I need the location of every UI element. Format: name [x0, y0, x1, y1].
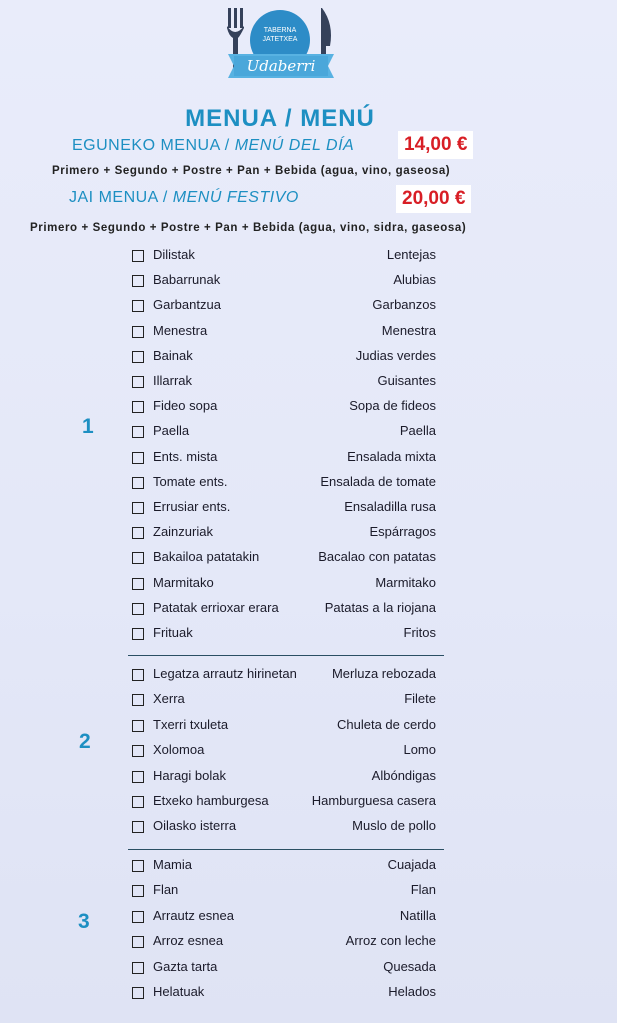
- checkbox[interactable]: [132, 771, 144, 783]
- festive-menu-label: [69, 189, 299, 207]
- menu-title: MENUA / MENÚ: [185, 105, 375, 132]
- menu-item-row: [132, 793, 436, 815]
- menu-item-row: [132, 691, 436, 713]
- festive-menu-label-eu: JAI MENUA /: [69, 189, 173, 206]
- item-name-basque: Fideo sopa: [153, 398, 218, 414]
- item-name-spanish: Lentejas: [386, 247, 436, 262]
- item-name-basque: Errusiar ents.: [153, 499, 231, 514]
- item-name-spanish: Garbanzos: [372, 297, 436, 313]
- item-name-basque: Helatuak: [153, 984, 205, 999]
- checkbox[interactable]: [132, 720, 144, 732]
- item-name-basque: Frituak: [153, 625, 193, 640]
- menu-item-row: [132, 857, 436, 879]
- menu-item-row: [132, 600, 436, 622]
- item-name-spanish: Paella: [399, 423, 436, 439]
- checkbox[interactable]: [132, 502, 144, 514]
- item-name-spanish: Espárragos: [369, 524, 436, 540]
- menu-item-row: [132, 717, 436, 739]
- item-name-spanish: Patatas a la riojana: [324, 599, 436, 615]
- divider-1: [128, 655, 444, 656]
- checkbox[interactable]: [132, 603, 144, 615]
- item-name-spanish: Alubias: [393, 272, 436, 288]
- item-name-basque: Legatza arrautz hirinetan: [153, 666, 297, 681]
- item-name-spanish: Ensalada mixta: [347, 448, 436, 464]
- daily-menu-label-es: MENÚ DEL DÍA: [234, 137, 355, 154]
- item-name-basque: Dilistak: [153, 247, 195, 262]
- menu-item-row: [132, 959, 436, 981]
- item-name-spanish: Guisantes: [377, 373, 436, 388]
- item-name-basque: Gazta tarta: [153, 958, 218, 974]
- menu-item-row: [132, 449, 436, 471]
- item-name-basque: Patatak errioxar erara: [153, 599, 279, 615]
- checkbox[interactable]: [132, 326, 144, 338]
- item-name-basque: Paella: [153, 423, 190, 439]
- menu-item-row: [132, 666, 436, 688]
- menu-item-row: [132, 499, 436, 521]
- item-name-basque: Arrautz esnea: [153, 907, 234, 923]
- item-name-basque: Garbantzua: [153, 297, 221, 313]
- item-name-basque: Arroz esnea: [153, 933, 224, 949]
- item-name-spanish: Ensaladilla rusa: [344, 499, 436, 514]
- checkbox[interactable]: [132, 796, 144, 808]
- checkbox[interactable]: [132, 452, 144, 464]
- menu-item-row: [132, 297, 436, 319]
- daily-menu-includes: Primero + Segundo + Postre + Pan + Bebida (agua, vino, gaseosa): [52, 165, 451, 177]
- item-name-spanish: Arroz con leche: [345, 933, 436, 949]
- checkbox[interactable]: [132, 401, 144, 413]
- item-name-spanish: Sopa de fideos: [349, 398, 436, 414]
- item-name-basque: Marmitako: [153, 574, 214, 590]
- daily-menu-label-eu: EGUNEKO MENUA /: [72, 137, 235, 154]
- group-number-1: 1: [82, 415, 94, 438]
- logo-top-line2: JATETXEA: [262, 36, 298, 43]
- checkbox[interactable]: [132, 745, 144, 757]
- checkbox[interactable]: [132, 669, 144, 681]
- checkbox[interactable]: [132, 300, 144, 312]
- menu-item-row: [132, 398, 436, 420]
- item-name-spanish: Fritos: [403, 625, 436, 640]
- menu-item-row: [132, 818, 436, 840]
- checkbox[interactable]: [132, 987, 144, 999]
- checkbox[interactable]: [132, 527, 144, 539]
- checkbox[interactable]: [132, 578, 144, 590]
- checkbox[interactable]: [132, 250, 144, 262]
- checkbox[interactable]: [132, 477, 144, 489]
- item-name-spanish: Bacalao con patatas: [318, 549, 436, 565]
- logo-top-line1: TABERNA: [263, 27, 297, 34]
- item-name-basque: Oilasko isterra: [153, 818, 237, 834]
- item-name-basque: Tomate ents.: [153, 473, 228, 489]
- group-number-3: 3: [78, 910, 90, 933]
- festive-menu-label-es: MENÚ FESTIVO: [172, 189, 299, 206]
- item-name-basque: Menestra: [153, 322, 208, 338]
- menu-item-row: [132, 984, 436, 1006]
- menu-item-row: [132, 247, 436, 269]
- item-name-spanish: Ensalada de tomate: [320, 473, 436, 489]
- item-name-basque: Bakailoa patatakin: [153, 549, 260, 565]
- menu-item-row: [132, 474, 436, 496]
- checkbox[interactable]: [132, 885, 144, 897]
- menu-item-row: [132, 575, 436, 597]
- menu-item-row: [132, 423, 436, 445]
- checkbox[interactable]: [132, 962, 144, 974]
- menu-item-row: [132, 373, 436, 395]
- item-name-basque: Mamia: [153, 857, 193, 872]
- item-name-basque: Flan: [153, 882, 179, 898]
- item-name-spanish: Muslo de pollo: [352, 818, 436, 834]
- checkbox[interactable]: [132, 351, 144, 363]
- menu-item-row: [132, 742, 436, 764]
- checkbox[interactable]: [132, 860, 144, 872]
- festive-menu-includes: Primero + Segundo + Postre + Pan + Bebida (agua, vino, sidra, gaseosa): [30, 222, 467, 234]
- item-name-basque: Babarrunak: [153, 272, 221, 288]
- item-name-basque: Etxeko hamburgesa: [153, 793, 269, 808]
- checkbox[interactable]: [132, 426, 144, 438]
- item-name-basque: Xolomoa: [153, 742, 205, 758]
- menu-item-row: [132, 882, 436, 904]
- menu-item-row: [132, 549, 436, 571]
- item-name-spanish: Judias verdes: [355, 347, 436, 363]
- item-name-basque: Zainzuriak: [153, 524, 213, 540]
- item-name-spanish: Chuleta de cerdo: [336, 716, 436, 732]
- item-name-spanish: Filete: [404, 691, 436, 707]
- item-name-basque: Haragi bolak: [153, 767, 226, 783]
- item-name-basque: Illarrak: [153, 373, 193, 388]
- menu-item-row: [132, 323, 436, 345]
- menu-item-row: [132, 625, 436, 647]
- menu-item-row: [132, 348, 436, 370]
- logo-name: Udaberri: [246, 57, 316, 75]
- item-name-spanish: Hamburguesa casera: [311, 793, 436, 808]
- item-name-basque: Bainak: [153, 347, 193, 363]
- item-name-spanish: Cuajada: [387, 857, 436, 872]
- daily-menu-price: 14,00 €: [398, 131, 473, 159]
- checkbox[interactable]: [132, 275, 144, 287]
- checkbox[interactable]: [132, 376, 144, 388]
- checkbox[interactable]: [132, 936, 144, 948]
- item-name-basque: Xerra: [153, 691, 185, 707]
- festive-menu-price: 20,00 €: [396, 185, 471, 213]
- menu-item-row: [132, 768, 436, 790]
- menu-item-row: [132, 272, 436, 294]
- item-name-basque: Ents. mista: [153, 448, 218, 464]
- item-name-spanish: Menestra: [381, 322, 436, 338]
- menu-item-row: [132, 933, 436, 955]
- daily-menu-label: [72, 137, 354, 155]
- item-name-spanish: Natilla: [399, 907, 436, 923]
- divider-2: [128, 849, 444, 850]
- item-name-spanish: Lomo: [403, 742, 436, 758]
- item-name-spanish: Flan: [410, 882, 436, 898]
- menu-item-row: [132, 524, 436, 546]
- checkbox[interactable]: [132, 821, 144, 833]
- group-number-2: 2: [79, 730, 91, 753]
- checkbox[interactable]: [132, 911, 144, 923]
- checkbox[interactable]: [132, 552, 144, 564]
- menu-item-row: [132, 908, 436, 930]
- restaurant-logo: [222, 6, 340, 98]
- checkbox[interactable]: [132, 628, 144, 640]
- item-name-spanish: Marmitako: [375, 574, 436, 590]
- item-name-basque: Txerri txuleta: [153, 716, 229, 732]
- item-name-spanish: Albóndigas: [371, 767, 436, 783]
- item-name-spanish: Merluza rebozada: [331, 666, 436, 681]
- checkbox[interactable]: [132, 694, 144, 706]
- item-name-spanish: Quesada: [383, 958, 436, 974]
- item-name-spanish: Helados: [388, 984, 436, 999]
